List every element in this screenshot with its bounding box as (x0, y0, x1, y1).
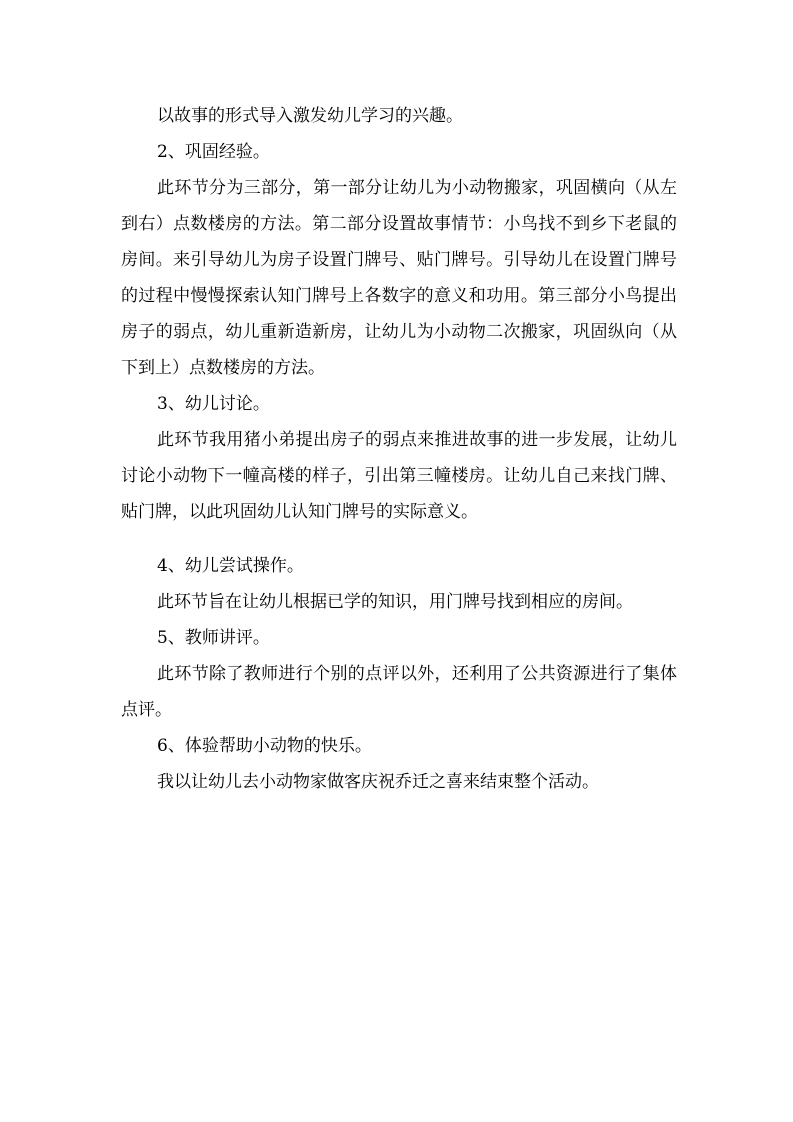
paragraph-section-4: 此环节旨在让幼儿根据已学的知识，用门牌号找到相应的房间。 (157, 592, 633, 612)
paragraph-section-3: 此环节我用猪小弟提出房子的弱点来推进故事的进一步发展，让幼儿讨论小动物下一幢高楼的样子，引出第三幢楼房。让幼儿自己来找门牌、贴门牌，以此巩固幼儿认知门牌号的实际意义。 (121, 430, 677, 522)
document-body (121, 98, 677, 800)
section-heading-2: 2、巩固经验。 (157, 142, 270, 162)
paragraph-section-5: 此环节除了教师进行个别的点评以外，还利用了公共资源进行了集体点评。 (121, 664, 677, 720)
section-heading-5: 5、教师讲评。 (157, 628, 270, 648)
paragraph-section-6: 我以让幼儿去小动物家做客庆祝乔迁之喜来结束整个活动。 (157, 772, 599, 792)
paragraph-gap (121, 530, 677, 548)
section-heading-4: 4、幼儿尝试操作。 (157, 556, 304, 576)
paragraph-section-2: 此环节分为三部分，第一部分让幼儿为小动物搬家，巩固横向（从左到右）点数楼房的方法。第二部分设置故事情节：小鸟找不到乡下老鼠的房间。来引导幼儿为房子设置门牌号、贴门牌号。引导幼儿在设置门牌号的过程中慢慢探索认知门牌号上各数字的意义和功用。第三部分小鸟提出房子的弱点，幼儿重新造新房，让幼儿为小动物二次搬家，巩固纵向（从下到上）点数楼房的方法。 (121, 178, 677, 378)
section-heading-6: 6、体验帮助小动物的快乐。 (157, 736, 372, 756)
paragraph-intro: 以故事的形式导入激发幼儿学习的兴趣。 (157, 106, 463, 126)
section-heading-3: 3、幼儿讨论。 (157, 394, 270, 414)
